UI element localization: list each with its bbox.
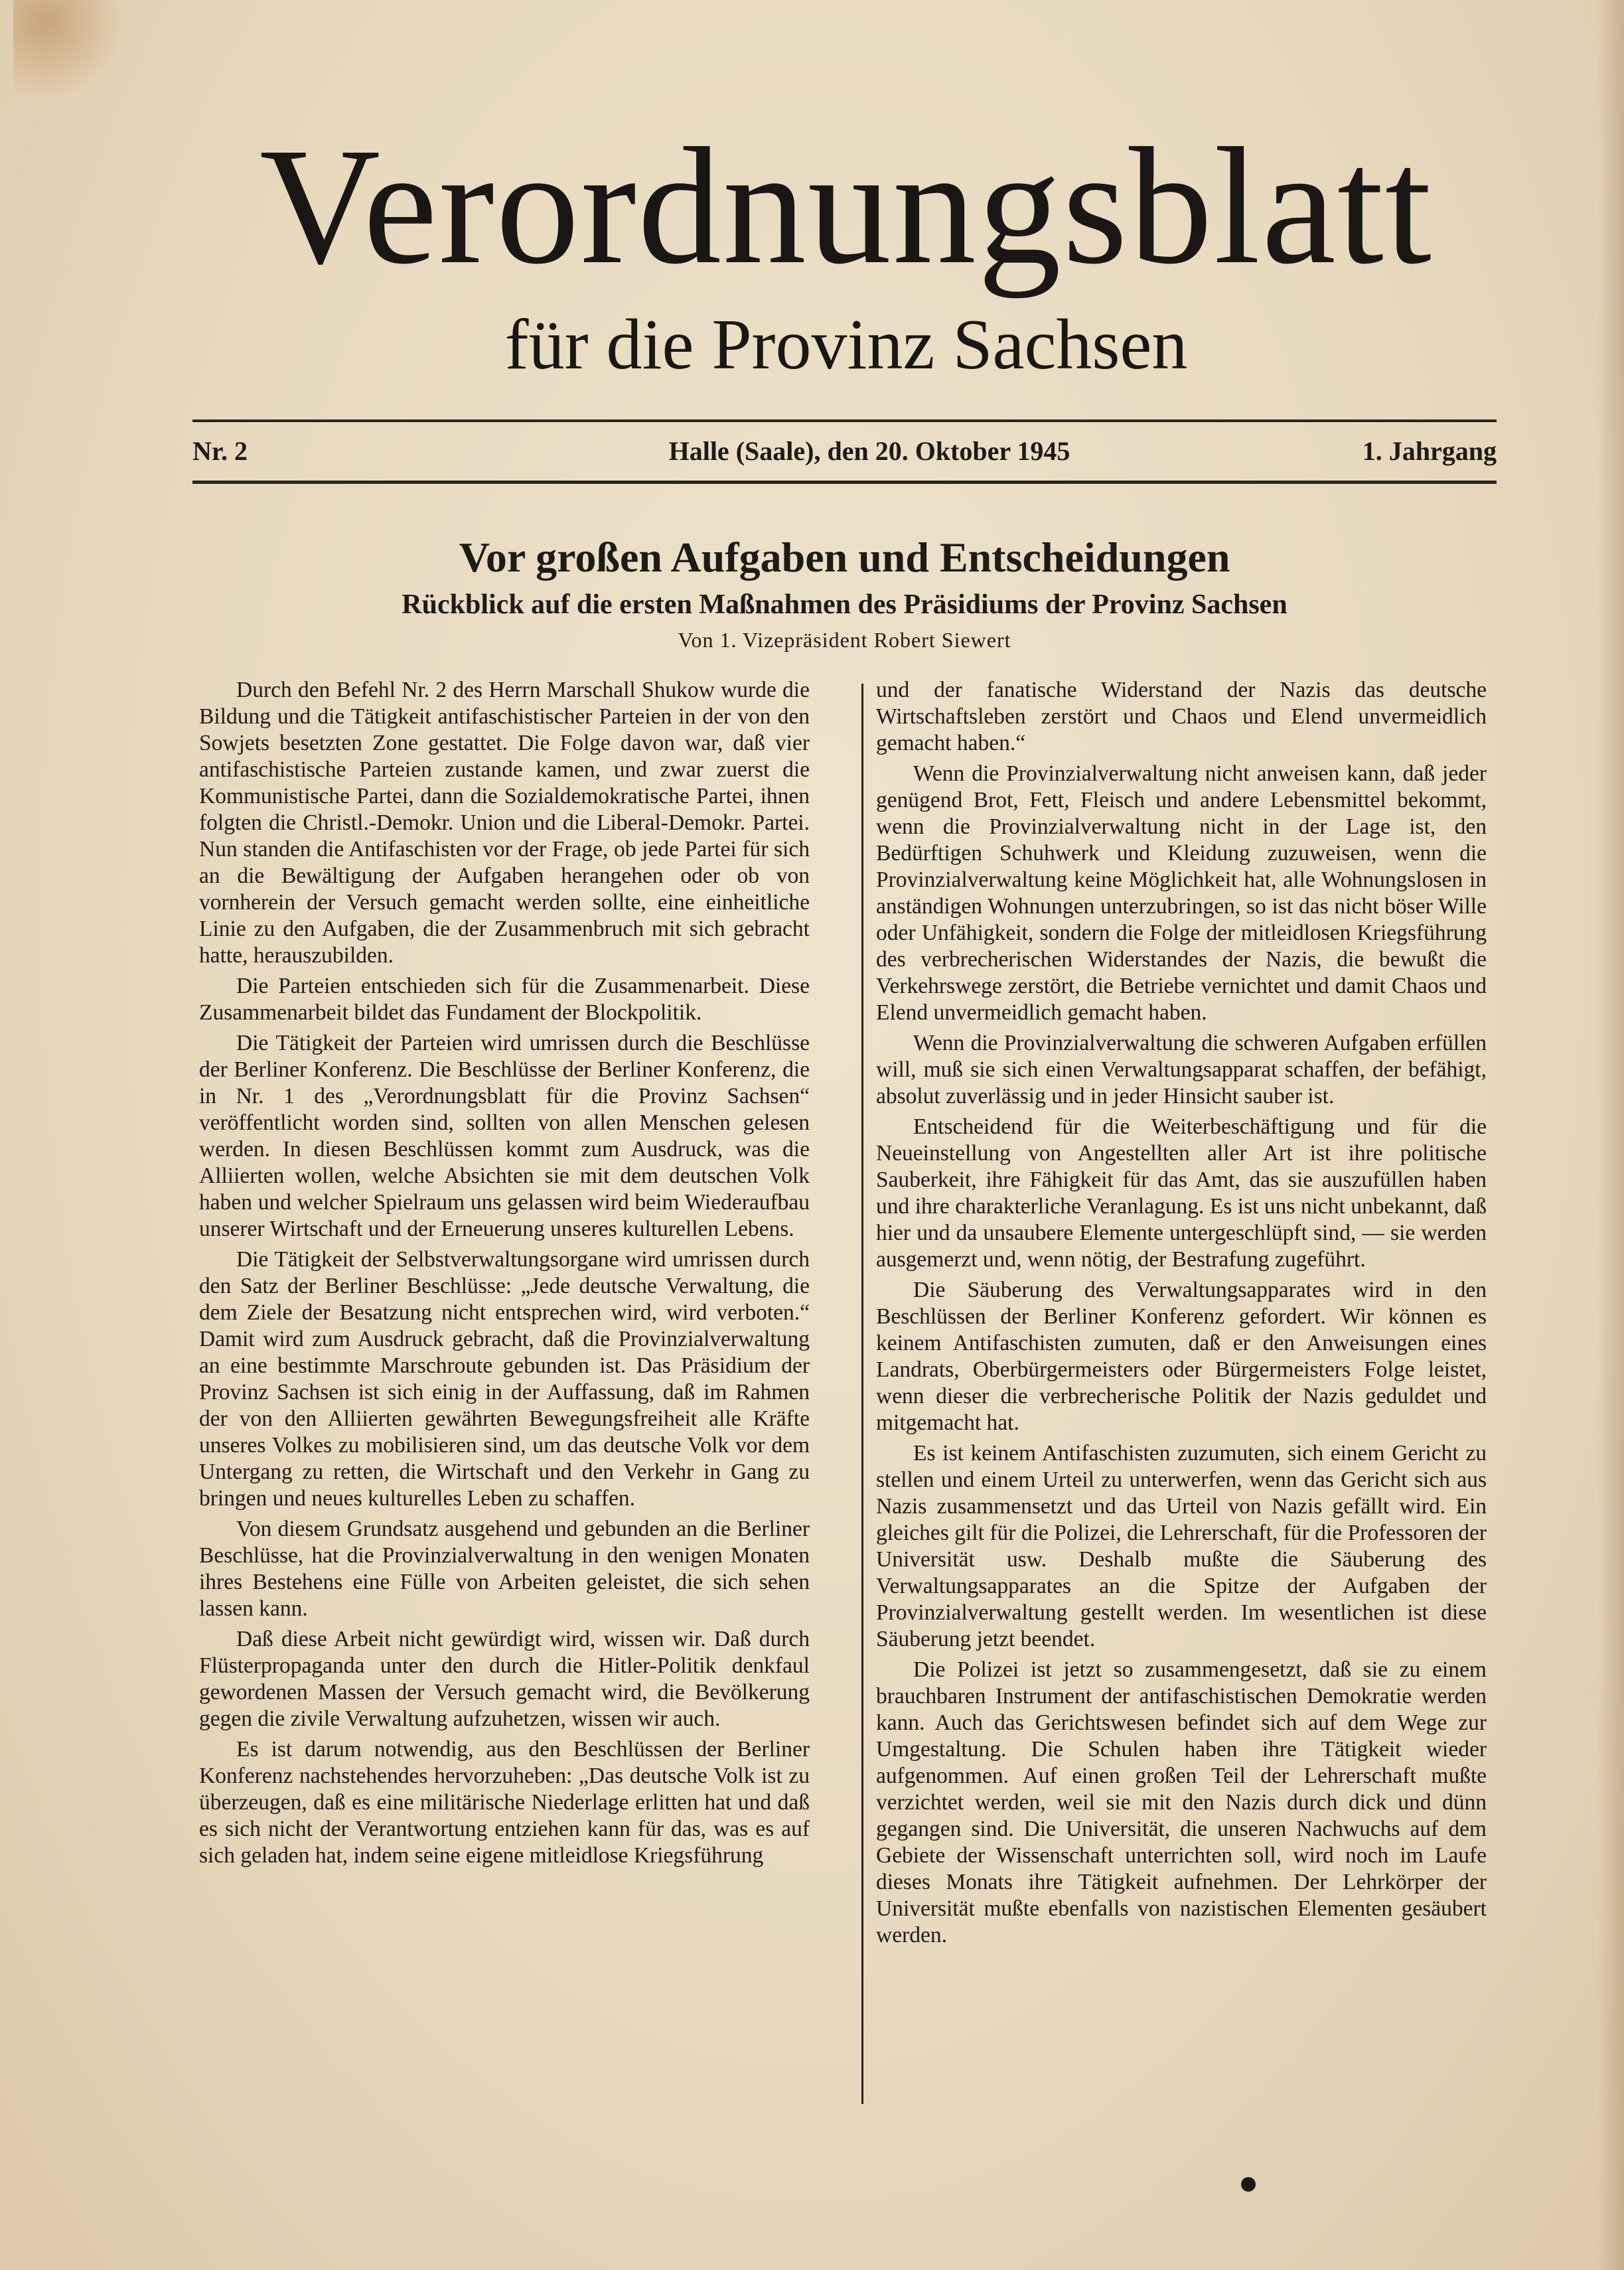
issue-info-bar xyxy=(192,431,1497,471)
paragraph: Die Säuberung des Verwaltungsapparates wird in den Beschlüssen der Berliner Konferenz gefordert. Wir können es keinem Antifaschisten zumuten, daß er den Anweisungen eines Landrats, Oberbürgermeisters oder Bürgermeisters Folge leistet, wenn dieser die verbrecherische Politik der Nazis geduldet und mitgemacht hat. xyxy=(876,1278,1487,1435)
article-deck: Rückblick auf die ersten Maßnahmen des Präsidiums der Provinz Sachsen xyxy=(402,589,1288,620)
paragraph: Daß diese Arbeit nicht gewürdigt wird, wissen wir. Daß durch Flüsterpropaganda unter den durch die Hitler-Politik denkfaul gewordenen Massen der Versuch gemacht wird, die Bevölkerung gegen die zivile Verwaltung aufzuhetzen, wissen wir auch. xyxy=(199,1627,810,1731)
paragraph: Die Tätigkeit der Selbstverwaltungsorgane wird umrissen durch den Satz der Berliner Beschlüsse: „Jede deutsche Verwaltung, die dem Ziele der Besatzung nicht entsprechen wird, wird verboten.“ Damit wird zum Ausdruck gebracht, daß die Provinzialverwaltung an eine bestimmte Marschroute gebunden ist. Das Präsidium der Provinz Sachsen ist sich einig in der Auffassung, daß im Rahmen der von den Alliierten gewährten Bewegungsfreiheit alle Kräfte unseres Volkes zu mobilisieren sind, um das deutsche Volk vor dem Untergang zu retten, die Wirtschaft und den Verkehr in Gang zu bringen und neues kulturelles Leben zu schaffen. xyxy=(199,1247,810,1511)
header-rule-bottom xyxy=(192,481,1497,484)
paragraph: Wenn die Provinzialverwaltung nicht anweisen kann, daß jeder genügend Brot, Fett, Fleisch und andere Lebensmittel bekommt, wenn die Provinzialverwaltung nicht in der Lage ist, den Bedürftigen Schuhwerk und Kleidung zuzuweisen, wenn die Provinzialverwaltung keine Möglichkeit hat, alle Wohnungslosen in anständigen Wohnungen unterzubringen, so ist das nicht böser Wille oder Unfähigkeit, sondern die Folge der mitleidlosen Kriegsführung des verbrecherischen Widerstandes der Nazis, die bewußt die Verkehrswege zerstört, die Betriebe vernichtet und damit Chaos und Elend unvermeidlich gemacht haben. xyxy=(876,761,1487,1025)
paragraph: Die Polizei ist jetzt so zusammengesetzt, daß sie zu einem brauchbaren Instrument der antifaschistischen Demokratie werden kann. Auch das Gerichtswesen befindet sich auf dem Wege zur Umgestaltung. Die Schulen haben ihre Tätigkeit wieder aufgenommen. Auf einen großen Teil der Lehrerschaft mußte verzichtet werden, weil sie mit den Nazis durch dick und dünn gegangen sind. Die Universität, die unseren Nachwuchs auf dem Gebiete der Wissenschaft unterrichten soll, wird noch im Laufe dieses Monats ihre Tätigkeit aufnehmen. Der Lehrkörper der Universität mußte ebenfalls von nazistischen Elementen gesäubert werden. xyxy=(876,1657,1487,1947)
paragraph: Von diesem Grundsatz ausgehend und gebunden an die Berliner Beschlüsse, hat die Provinzialverwaltung in den wenigen Monaten ihres Bestehens eine Fülle von Arbeiten geleistet, die sich sehen lassen kann. xyxy=(199,1517,810,1621)
paragraph: Es ist darum notwendig, aus den Beschlüssen der Berliner Konferenz nachstehendes hervorzuheben: „Das deutsche Volk ist zu überzeugen, daß es eine militärische Niederlage erlitten hat und daß es sich nicht der Verantwortung entziehen kann für das, was es auf sich geladen hat, indem seine eigene mitleidlose Kriegsführung xyxy=(199,1737,810,1868)
paragraph: Entscheidend für die Weiterbeschäftigung und für die Neueinstellung von Angestellten aller Art ist ihre politische Sauberkeit, ihre Fähigkeit für das Amt, das sie auszufüllen haben und ihre charakterliche Veranlagung. Es ist uns nicht unbekannt, daß hier und da unsaubere Elemente untergeschlüpft sind, — sie werden ausgemerzt und, wenn nötig, der Bestrafung zugeführt. xyxy=(876,1114,1487,1272)
masthead-subtitle: für die Provinz Sachsen xyxy=(504,305,1188,384)
paragraph: Wenn die Provinzialverwaltung die schweren Aufgaben erfüllen will, muß sie sich einen Verwaltungsapparat schaffen, der befähigt, absolut zuverlässig und in jeder Hinsicht sauber ist. xyxy=(876,1031,1487,1108)
paper-stain xyxy=(13,0,119,106)
issue-volume: 1. Jahrgang xyxy=(1362,436,1497,466)
paragraph: Durch den Befehl Nr. 2 des Herrn Marschall Shukow wurde die Bildung und die Tätigkeit antifaschistischer Parteien in der von den Sowjets besetzten Zone gestattet. Die Folge davon war, daß vier antifaschistische Parteien zustande kamen, und zwar zuerst die Kommunistische Partei, dann die Sozialdemokratische Partei, ihnen folgten die Christl.-Demokr. Union und die Liberal-Demokr. Partei. Nun standen die Antifaschisten vor der Frage, ob jede Partei für sich an die Bewältigung der Aufgaben herangehen oder ob von vornherein der Versuch gemacht werden sollte, eine einheitliche Linie zu den Aufgaben, die der Zusammenbruch mit sich gebracht hatte, herauszubilden. xyxy=(199,678,810,968)
paragraph: Die Parteien entschieden sich für die Zusammenarbeit. Diese Zusammenarbeit bildet das Fundament der Blockpolitik. xyxy=(199,974,810,1025)
ink-dot xyxy=(1241,2177,1256,2192)
issue-place-date: Halle (Saale), den 20. Oktober 1945 xyxy=(668,436,1070,466)
paragraph: Es ist keinem Antifaschisten zuzumuten, sich einem Gericht zu stellen und einem Urteil zu unterwerfen, wenn das Gericht sich aus Nazis zusammensetzt und das Urteil von Nazis gefällt wird. Ein gleiches gilt für die Polizei, die Lehrerschaft, für die Professoren der Universität usw. Deshalb mußte die Säuberung des Verwaltungsapparates an die Spitze der Aufgaben der Provinzialverwaltung gestellt werden. Im wesentlichen ist diese Säuberung jetzt beendet. xyxy=(876,1441,1487,1651)
masthead-title: Verordnungsblatt xyxy=(259,113,1433,299)
header-rule-top xyxy=(192,419,1497,422)
article-byline: Von 1. Vizepräsident Robert Siewert xyxy=(678,628,1011,652)
paragraph: Die Tätigkeit der Parteien wird umrissen durch die Beschlüsse der Berliner Konferenz. Die Beschlüsse der Berliner Konferenz, die in Nr. 1 des „Verordnungsblatt für die Provinz Sachsen“ veröffentlicht worden sind, sollten von allen Menschen gelesen werden. In diesen Beschlüssen kommt zum Ausdruck, was die Alliierten wollen, welche Absichten sie mit dem deutschen Volk haben und welcher Spielraum uns gelassen wird beim Wiederaufbau unserer Wirtschaft und der Erneuerung unseres kulturellen Lebens. xyxy=(199,1031,810,1241)
paper-edge-shadow xyxy=(1597,0,1624,2270)
column-divider xyxy=(861,684,863,2104)
article-headline: Vor großen Aufgaben und Entscheidungen xyxy=(459,534,1230,581)
masthead xyxy=(192,113,1500,385)
article-column-right xyxy=(876,677,1487,2190)
article-header xyxy=(192,531,1497,654)
issue-number: Nr. 2 xyxy=(192,436,248,466)
paragraph-continuation: und der fanatische Widerstand der Nazis das deutsche Wirtschaftsleben zerstört und Chaos und Elend unvermeidlich gemacht haben.“ xyxy=(876,678,1487,755)
article-column-left xyxy=(199,677,810,2190)
